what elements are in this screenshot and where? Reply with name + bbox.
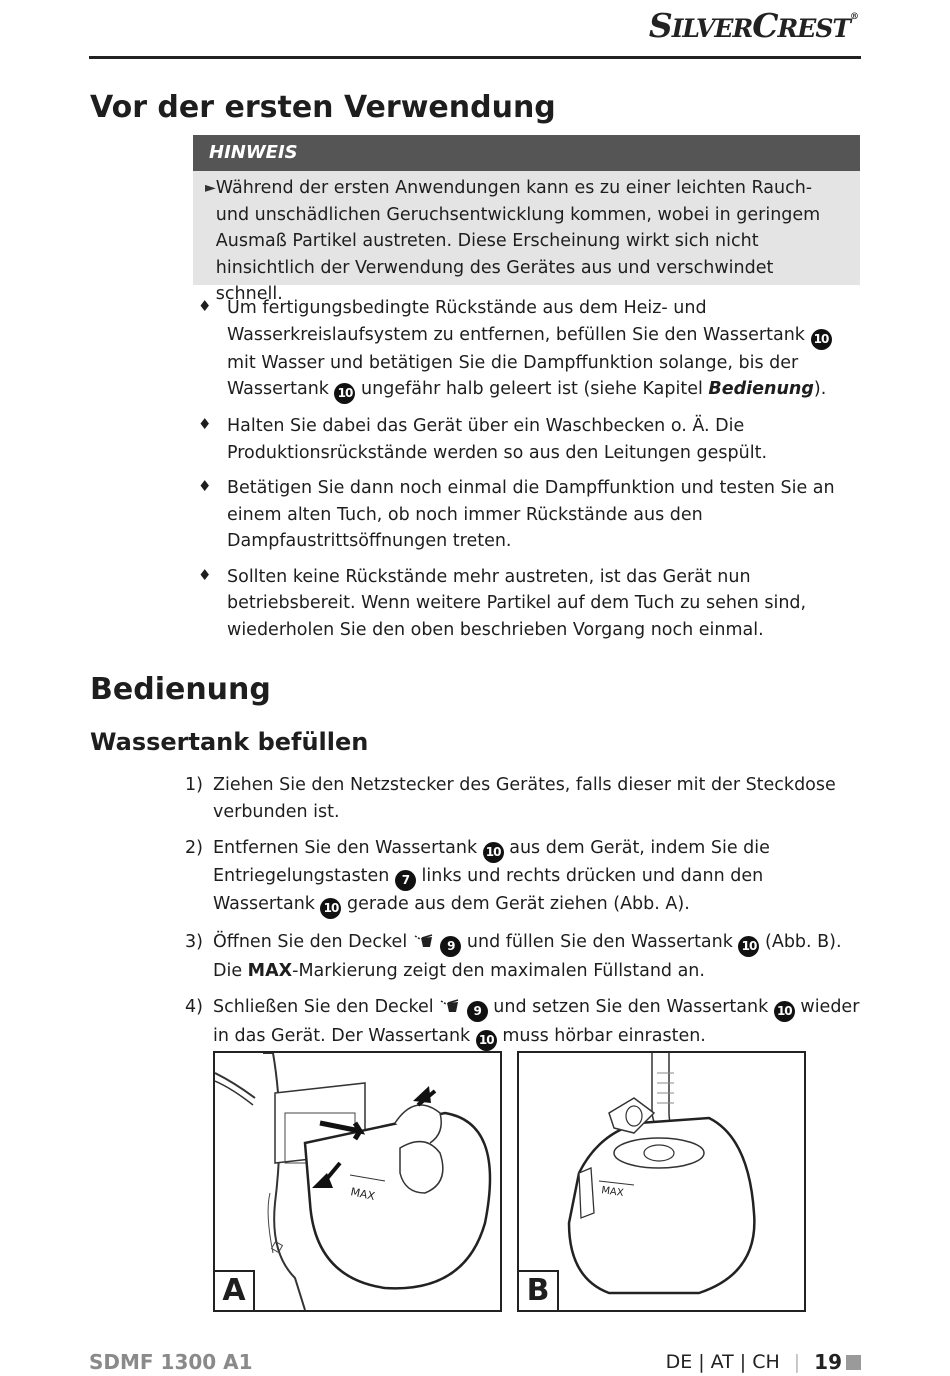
list-item: ♦ Betätigen Sie dann noch einmal die Dampffunktion und testen Sie an einem alten Tuch, ob noch immer Rückstände aus den Dampfaustrittsöffnungen treten.	[198, 475, 860, 555]
water-tank-removal-illustration	[215, 1053, 500, 1310]
page-number: 19	[814, 1350, 842, 1374]
water-tank-filling-illustration	[519, 1053, 804, 1310]
footer-pagination: DE | AT | CH | 19	[666, 1350, 861, 1374]
section-title-first-use: Vor der ersten Verwendung	[90, 90, 556, 125]
list-item: ♦ Halten Sie dabei das Gerät über ein Waschbecken o. Ä. Die Produktionsrückstände werden so aus den Leitungen gespült.	[198, 413, 860, 466]
list-item: 3) Öffnen Sie den Deckel 9 und füllen Sie den Wassertank 10 (Abb. B). Die MAX-Markierung zeigt den maximalen Füllstand an.	[185, 932, 842, 981]
list-item: 2) Entfernen Sie den Wassertank 10 aus dem Gerät, indem Sie die Entriegelungstasten 7 links und rechts drücken und dann den Wassertank 10 gerade aus dem Gerät ziehen (Abb. A).	[185, 835, 865, 919]
note-heading: HINWEIS	[193, 135, 860, 171]
reference-number-10: 10	[738, 936, 759, 957]
square-icon	[846, 1355, 861, 1370]
note-box	[193, 135, 860, 304]
max-marking: MAX	[349, 1185, 377, 1204]
reference-number-10: 10	[320, 898, 341, 919]
diamond-bullet-icon: ♦	[198, 297, 212, 315]
footer-model: SDMF 1300 A1	[89, 1350, 253, 1374]
diamond-bullet-icon: ♦	[198, 565, 212, 584]
country-at: AT	[710, 1351, 734, 1373]
figure-label-a: A	[215, 1270, 255, 1310]
list-item: 1) Ziehen Sie den Netzstecker des Gerätes, falls dieser mit der Steckdose verbunden ist.	[185, 775, 836, 822]
note-text: Während der ersten Anwendungen kann es zu einer leichten Rauch- und unschädlichen Geruchsentwicklung kommen, wobei in geringem Ausmaß Partikel austreten. Diese Erscheinung wirkt sich nicht hinsichtlich der Verwendung des Gerätes aus und verschwindet schnell.	[215, 178, 821, 304]
note-body	[193, 171, 860, 304]
country-ch: CH	[752, 1351, 780, 1373]
bullet-list	[198, 295, 860, 652]
lid-open-icon	[413, 931, 435, 958]
brand-logo: SILVERCREST®	[648, 6, 858, 45]
chapter-reference: Bedienung	[708, 379, 814, 399]
reference-number-9: 9	[467, 1001, 488, 1022]
step-list	[185, 772, 865, 1061]
section-title-operation: Bedienung	[90, 672, 271, 707]
reference-number-10: 10	[476, 1030, 497, 1051]
reference-number-10: 10	[811, 329, 832, 350]
figure-b	[517, 1051, 806, 1312]
header-rule	[89, 56, 861, 59]
diamond-bullet-icon: ♦	[198, 415, 212, 433]
figure-label-b: B	[519, 1270, 559, 1310]
diamond-bullet-icon: ♦	[198, 477, 212, 495]
lid-open-icon	[439, 996, 461, 1023]
reference-number-9: 9	[440, 936, 461, 957]
country-de: DE	[665, 1351, 693, 1373]
reference-number-10: 10	[483, 842, 504, 863]
subsection-title-fill-tank: Wassertank befüllen	[90, 728, 369, 756]
arrow-bullet-icon: ►	[205, 180, 216, 196]
list-item: ♦ Um fertigungsbedingte Rückstände aus dem Heiz- und Wasserkreislaufsystem zu entfernen, befüllen Sie den Wassertank 10 mit Wasser und betätigen Sie die Dampffunktion solange, bis der Wassertank 10 ungefähr halb geleert ist (siehe Kapitel Bedienung).	[198, 295, 860, 404]
max-marking: MAX	[600, 1185, 625, 1200]
list-item: ♦ Sollten keine Rückstände mehr austreten, ist das Gerät nun betriebsbereit. Wenn weitere Partikel auf dem Tuch zu sehen sind, wiederholen Sie den oben beschrieben Vorgang noch einmal.	[198, 564, 860, 644]
figure-a	[213, 1051, 502, 1312]
reference-number-7: 7	[395, 870, 416, 891]
reference-number-10: 10	[774, 1001, 795, 1022]
reference-number-10: 10	[334, 383, 355, 404]
list-item: 4) Schließen Sie den Deckel 9 und setzen Sie den Wassertank 10 wieder in das Gerät. Der Wassertank 10 muss hörbar einrasten.	[185, 994, 865, 1051]
max-label: MAX	[247, 960, 293, 981]
